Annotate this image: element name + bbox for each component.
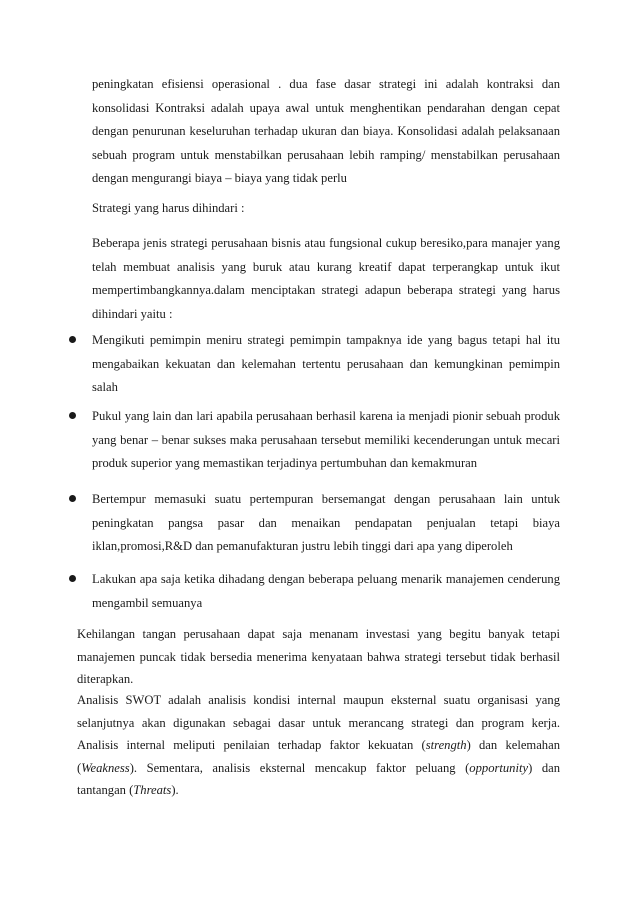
swot-text: Analisis SWOT adalah analisis kondisi internal maupun eksternal suatu organisasi yang selanjutnya akan digunakan sebagai dasar untuk merancang strategi dan program kerja. Analisis internal meliputi penilaian terhadap faktor kekuatan ( [77,693,560,752]
section-heading: Strategi yang harus dihindari : [92,201,245,215]
bullet-item: Bertempur memasuki suatu pertempuran bersemangat dengan perusahaan lain untuk peningkatan pangsa pasar dan menaikan pendapatan penjualan tetapi biaya iklan,promosi,R&D dan pemanufakturan justru lebih tinggi dari apa yang diperoleh [92,492,560,553]
bullet-item: Pukul yang lain dan lari apabila perusahaan berhasil karena ia menjadi pionir sebuah produk yang benar – benar sukses maka perusahaan tersebut memiliki kecenderungan untuk mecari produk superior yang memastikan terjadinya pertumbuhan dan kemakmuran [92,409,560,470]
term-opportunity: opportunity [469,760,529,775]
bullet-icon [69,495,76,502]
bullet-item: Mengikuti pemimpin meniru strategi pemimpin tampaknya ide yang bagus tetapi hal itu mengabaikan kekuatan dan kelemahan tertentu perusahaan dan kemungkinan pemimpin salah [92,333,560,394]
paragraph-investment-loss: Kehilangan tangan perusahaan dapat saja menanam investasi yang begitu banyak tetapi manajemen puncak tidak bersedia menerima kenyataan bahwa strategi tersebut tidak berhasil diterapkan. [77,627,560,686]
term-weakness: Weakness [81,760,130,775]
bullet-icon [69,412,76,419]
swot-text: ). Sementara, analisis eksternal mencakup faktor peluang ( [129,760,470,775]
paragraph-strategy-phases: peningkatan efisiensi operasional . dua fase dasar strategi ini adalah kontraksi dan konsolidasi Kontraksi adalah upaya awal untuk menghentikan pendarahan dengan cepat dengan penurunan keseluruhan terhadap ukuran dan biaya. Konsolidasi adalah pelaksanaan sebuah program untuk menstabilkan perusahaan lebih ramping/ menstabilkan perusahaan dengan mengurangi biaya – biaya yang tidak perlu [92,77,560,185]
paragraph-swot-analysis [77,689,560,802]
term-threats: Threats [133,783,172,797]
bullet-icon [69,575,76,582]
bullet-item: Lakukan apa saja ketika dihadang dengan beberapa peluang menarik manajemen cenderung mengambil semuanya [92,572,560,610]
paragraph-risky-strategies: Beberapa jenis strategi perusahaan bisnis atau fungsional cukup beresiko,para manajer yang telah membuat analisis yang buruk atau kurang kreatif dapat terperangkap untuk ikut mempertimbangkannya.dalam menciptakan strategi adapun beberapa strategi yang harus dihindari yaitu : [92,236,560,321]
swot-text: ) dan kelemahan ( [77,738,560,775]
term-strength: strength [425,738,467,752]
bullet-icon [69,336,76,343]
swot-text: ) dan tantangan ( [77,760,561,797]
swot-text: ). [171,783,179,797]
